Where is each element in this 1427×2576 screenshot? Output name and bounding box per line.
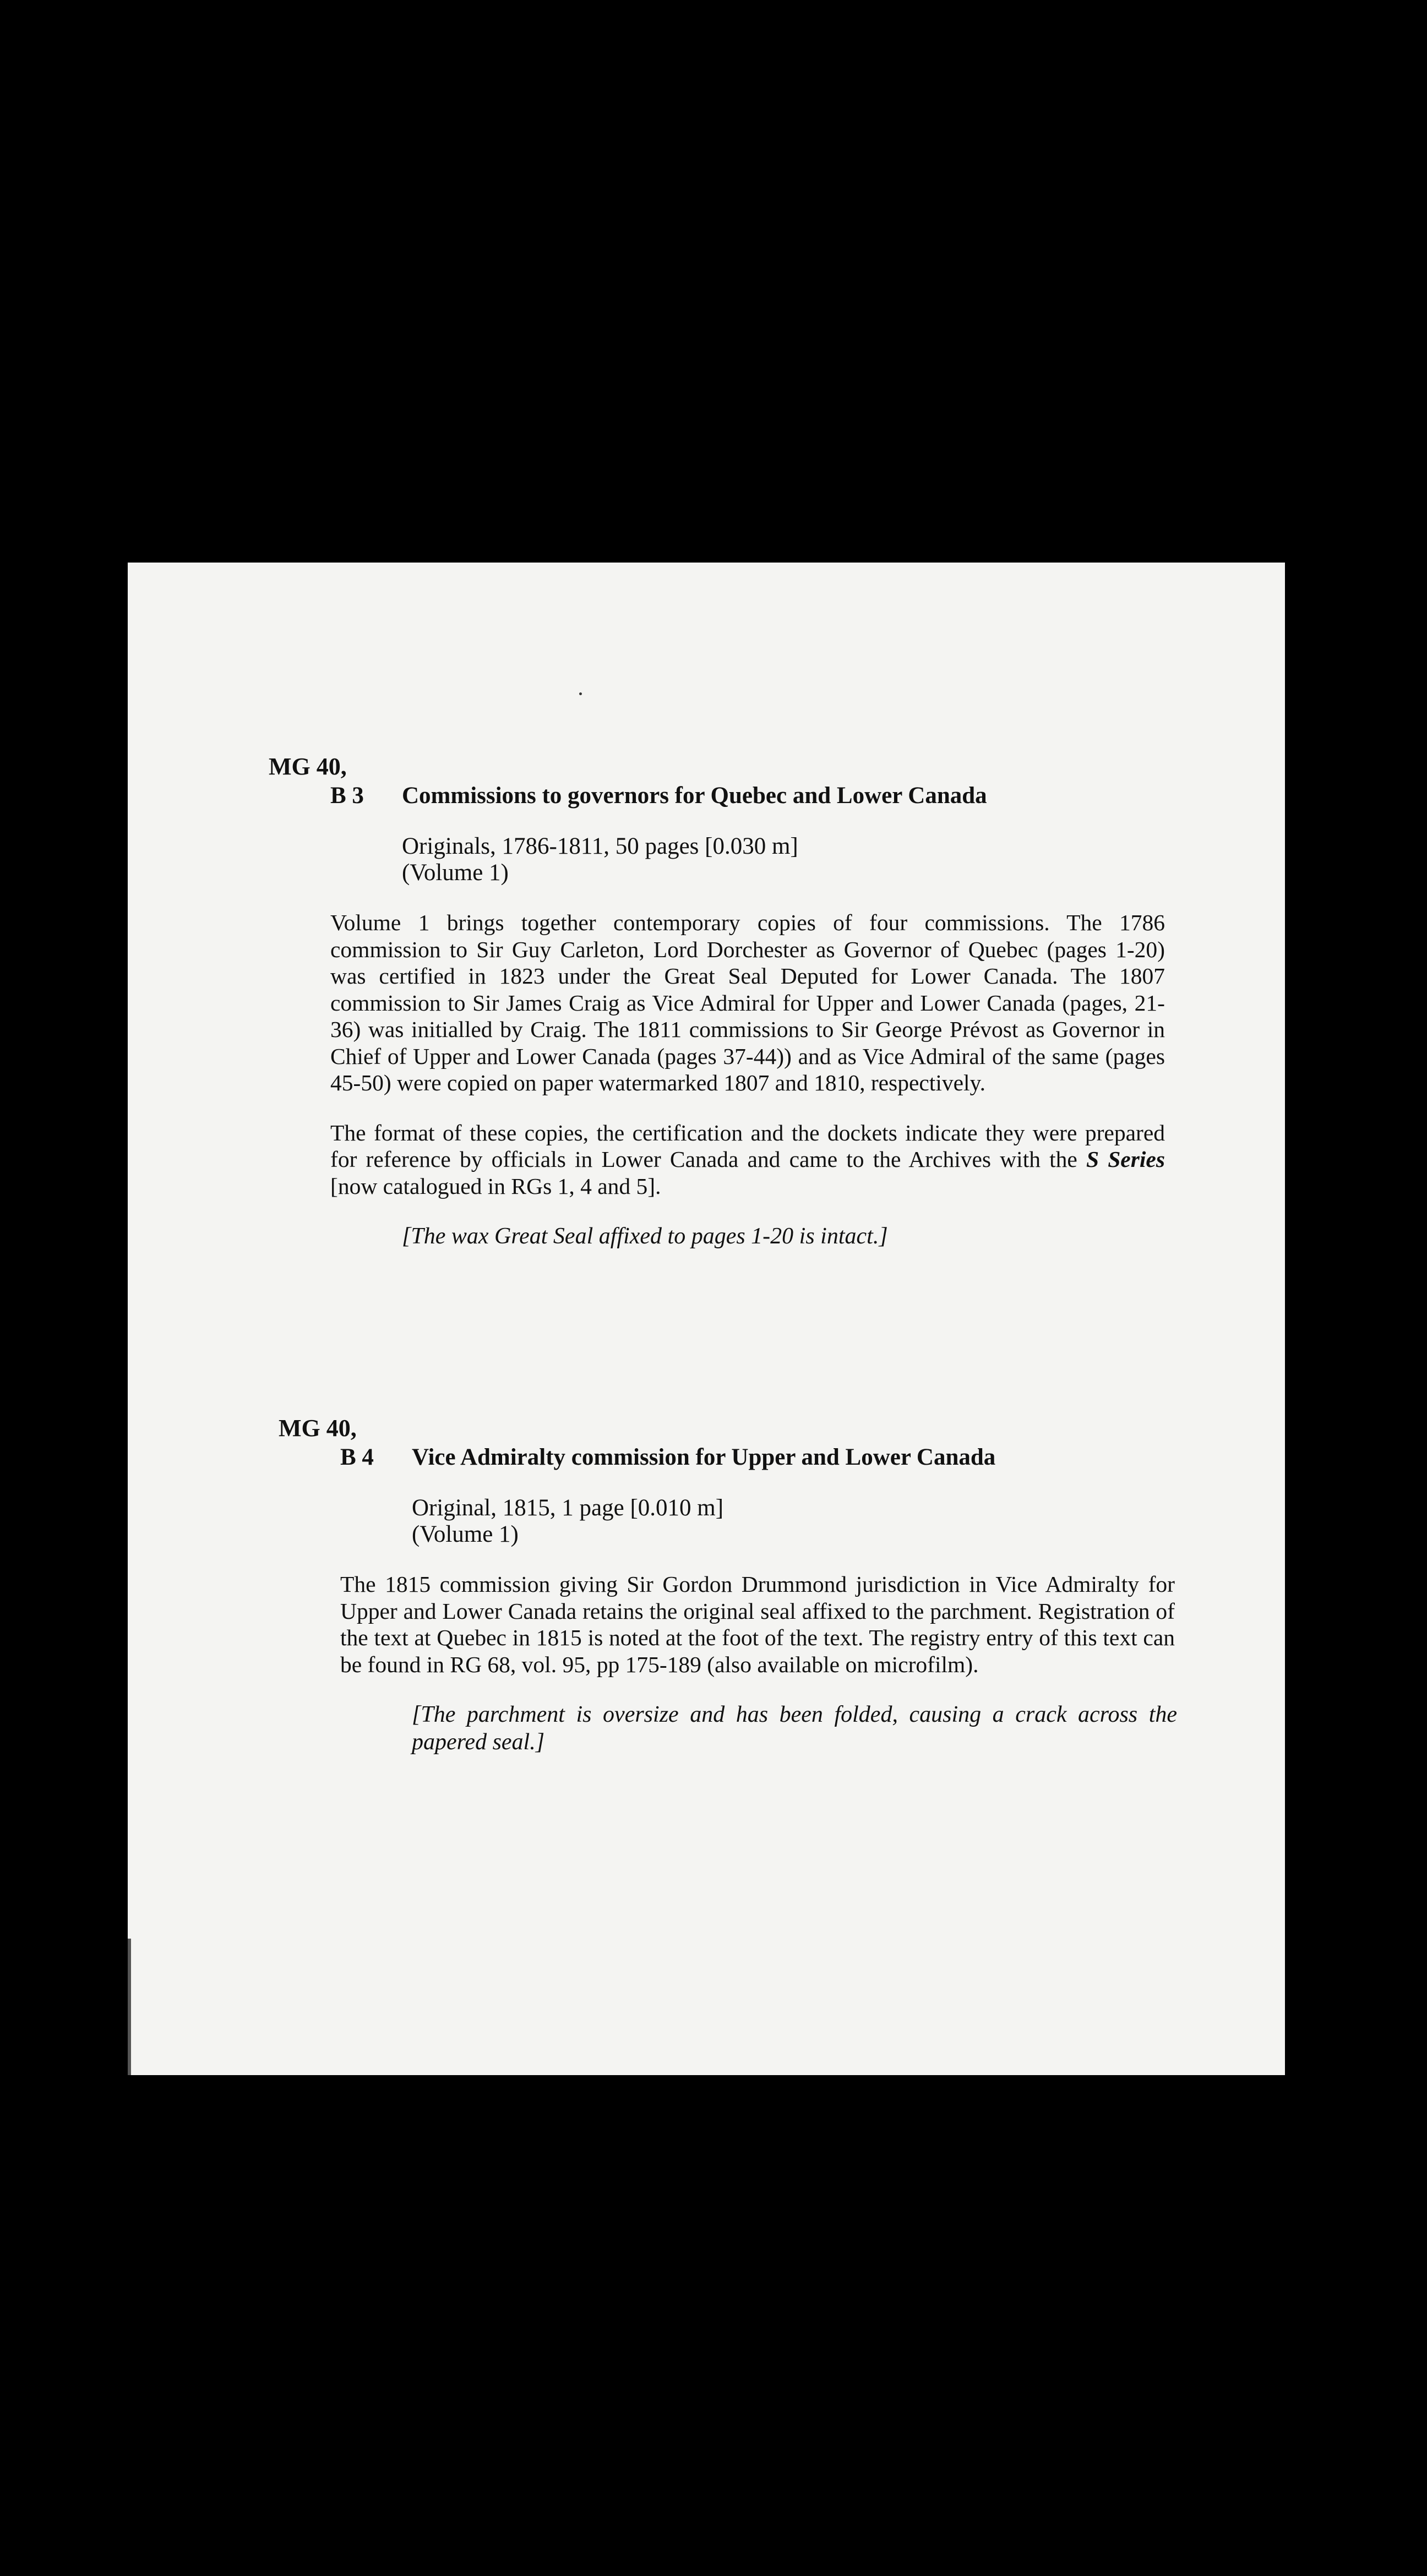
entry-b3 [269, 753, 1205, 1250]
extent-line: Originals, 1786-1811, 50 pages [0.030 m] [402, 833, 798, 859]
entry-code: B 3 [330, 783, 364, 809]
extent-line: Original, 1815, 1 page [0.010 m] [412, 1495, 724, 1521]
series-name: S Series [1086, 1147, 1165, 1172]
volume-line: (Volume 1) [402, 860, 509, 886]
page-edge-shadow [128, 1939, 131, 2075]
description-paragraph: Volume 1 brings together contemporary copies of four commissions. The 1786 commission to Sir Guy Carleton, Lord Dorchester as Governor of Quebec (pages 1-20) was certified in 1823 under the Great Seal Deputed for Lower Canada. The 1807 commission to Sir James Craig as Vice Admiral for Upper and Lower Canada (pages, 21-36) was initialled by Craig. The 1811 commissions to Sir George Prévost as Governor in Chief of Upper and Lower Canada (pages 37-44)) and as Vice Admiral of the same (pages 45-50) were copied on paper watermarked 1807 and 1810, respectively. [330, 910, 1165, 1095]
entry-title: Vice Admiralty commission for Upper and Lower Canada [412, 1444, 996, 1470]
paragraph-text: The format of these copies, the certification and the dockets indicate they were prepared for reference by officials in Lower Canada and came to the Archives with the [330, 1120, 1165, 1172]
entry-extent [412, 1495, 1214, 1548]
description-paragraph-2 [330, 1120, 1165, 1200]
entry-heading [340, 1443, 1214, 1472]
description-paragraph: The 1815 commission giving Sir Gordon Drummond jurisdiction in Vice Admiralty for Upper and Lower Canada retains the original seal affixed to the parchment. Registration of the text at Quebec in 1815 is noted at the foot of the text. The registry entry of this text can be found in RG 68, vol. 95, pp 175-189 (also available on microfilm). [340, 1571, 1175, 1677]
conservation-note: [The wax Great Seal affixed to pages 1-20 is intact.] [402, 1224, 888, 1249]
speck-mark [579, 692, 582, 695]
entry-b4 [279, 1415, 1214, 1756]
collection-label: MG 40, [269, 753, 347, 780]
entry-description [340, 1571, 1175, 1678]
entry-code: B 4 [340, 1444, 374, 1470]
entry-heading [330, 782, 1205, 810]
conservation-note: [The parchment is oversize and has been folded, causing a crack across the papered seal.] [412, 1702, 1177, 1755]
paragraph-text-end: [now catalogued in RGs 1, 4 and 5]. [330, 1173, 661, 1199]
collection-label: MG 40, [279, 1415, 357, 1442]
entry-title: Commissions to governors for Quebec and Lower Canada [402, 783, 987, 809]
entry-description [330, 909, 1165, 1199]
entry-extent [402, 833, 1205, 886]
volume-line: (Volume 1) [412, 1521, 519, 1547]
scanned-page [128, 563, 1285, 2075]
